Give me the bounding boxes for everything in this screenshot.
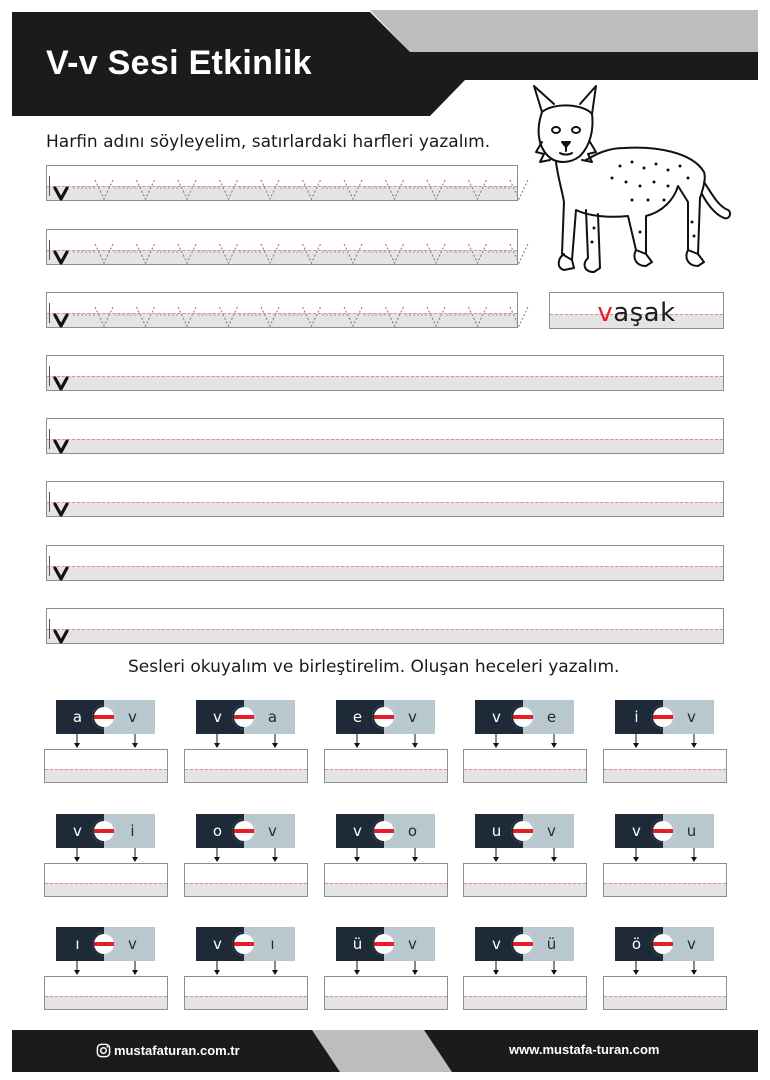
writing-row[interactable] [46, 355, 724, 391]
right-sound: v [547, 822, 556, 840]
syllable-answer-box[interactable] [603, 976, 727, 1010]
syllable-block [44, 700, 168, 795]
right-sound: o [407, 822, 418, 840]
trace-letter-v [137, 307, 155, 326]
left-sound: ı [75, 935, 80, 953]
syllable-block [463, 700, 587, 795]
syllable-answer-box[interactable] [44, 976, 168, 1010]
writing-row[interactable] [46, 418, 724, 454]
footer-website[interactable]: www.mustafa-turan.com [509, 1042, 660, 1057]
trace-letter-v [427, 307, 445, 326]
syllable-block [324, 814, 448, 909]
right-sound: v [687, 935, 696, 953]
trace-letter-v [427, 244, 445, 263]
trace-letter-v [427, 180, 445, 199]
writing-row-guides [47, 419, 725, 455]
picture-word-first-letter: v [597, 298, 614, 328]
syllable-answer-box[interactable] [184, 749, 308, 783]
start-letter-v [55, 188, 67, 199]
start-letter-v [55, 568, 67, 579]
left-sound: ö [631, 935, 642, 953]
trace-letter-v [261, 180, 279, 199]
writing-row-guides [47, 293, 519, 329]
writing-row[interactable] [46, 481, 724, 517]
arrow-down-icons [324, 848, 448, 863]
left-sound: o [212, 822, 223, 840]
syllable-block [184, 700, 308, 795]
trace-letter-v [137, 180, 155, 199]
writing-row-guides [47, 482, 725, 518]
right-sound: v [128, 708, 137, 726]
trace-letter-v [510, 307, 528, 326]
left-sound: v [353, 822, 362, 840]
right-sound: e [546, 708, 557, 726]
syllable-answer-box[interactable] [324, 863, 448, 897]
left-sound: v [492, 935, 501, 953]
trace-letter-v [303, 244, 321, 263]
writing-row-guides [47, 166, 519, 202]
trace-letter-v [386, 244, 404, 263]
syllable-answer-box[interactable] [463, 863, 587, 897]
syllable-block [44, 814, 168, 909]
writing-row[interactable] [46, 545, 724, 581]
trace-letter-v [344, 307, 362, 326]
syllable-block [603, 814, 727, 909]
picture-word-rest: aşak [613, 298, 676, 328]
right-sound: v [687, 708, 696, 726]
trace-letter-v [469, 244, 487, 263]
syllable-block [603, 700, 727, 795]
right-sound: ü [546, 935, 557, 953]
trace-letter-v [510, 244, 528, 263]
arrow-down-icons [44, 848, 168, 863]
syllable-instruction: Sesleri okuyalım ve birleştirelim. Oluşan heceleri yazalım. [128, 657, 620, 677]
writing-row[interactable] [46, 229, 518, 265]
syllable-block [463, 814, 587, 909]
right-sound: v [128, 935, 137, 953]
arrow-down-icons [184, 848, 308, 863]
picture-word-box [549, 292, 724, 329]
trace-letter-v [510, 180, 528, 199]
syllable-answer-box[interactable] [603, 863, 727, 897]
arrow-down-icons [463, 848, 587, 863]
arrow-down-icons [463, 961, 587, 976]
syllable-answer-box[interactable] [463, 976, 587, 1010]
picture-word [550, 298, 723, 328]
left-sound: v [213, 935, 222, 953]
lynx-illustration [528, 82, 733, 282]
writing-row[interactable] [46, 292, 518, 328]
arrow-down-icons [324, 961, 448, 976]
right-sound: ı [270, 935, 275, 953]
right-sound: i [130, 822, 135, 840]
left-sound: ü [352, 935, 363, 953]
start-letter-v [55, 315, 67, 326]
left-sound: e [352, 708, 363, 726]
right-sound: v [408, 935, 417, 953]
arrow-down-icons [44, 734, 168, 749]
trace-letter-v [178, 244, 196, 263]
trace-letter-v [386, 307, 404, 326]
arrow-down-icons [184, 961, 308, 976]
writing-row-guides [47, 609, 725, 645]
arrow-down-icons [603, 961, 727, 976]
arrow-down-icons [44, 961, 168, 976]
syllable-block [44, 927, 168, 1022]
syllable-answer-box[interactable] [44, 749, 168, 783]
syllable-block [603, 927, 727, 1022]
syllable-answer-box[interactable] [324, 976, 448, 1010]
arrow-down-icons [603, 848, 727, 863]
trace-letter-v [303, 307, 321, 326]
syllable-block [463, 927, 587, 1022]
writing-instruction: Harfin adını söyleyelim, satırlardaki harfleri yazalım. [46, 132, 491, 152]
syllable-block [184, 814, 308, 909]
trace-letter-v [137, 244, 155, 263]
trace-letter-v [344, 180, 362, 199]
trace-letter-v [220, 307, 238, 326]
start-letter-v [55, 378, 67, 389]
arrow-down-icons [324, 734, 448, 749]
syllable-block [324, 927, 448, 1022]
syllable-answer-box[interactable] [324, 749, 448, 783]
arrow-down-icons [463, 734, 587, 749]
syllable-answer-box[interactable] [184, 863, 308, 897]
syllable-answer-box[interactable] [463, 749, 587, 783]
writing-row-guides [47, 356, 725, 392]
writing-row[interactable] [46, 165, 518, 201]
footer-instagram[interactable] [96, 1040, 240, 1060]
syllable-answer-box[interactable] [44, 863, 168, 897]
trace-letter-v [220, 244, 238, 263]
writing-row[interactable] [46, 608, 724, 644]
left-sound: v [492, 708, 501, 726]
trace-letter-v [386, 180, 404, 199]
trace-letter-v [178, 180, 196, 199]
trace-letter-v [469, 307, 487, 326]
trace-letter-v [95, 307, 113, 326]
trace-letter-v [303, 180, 321, 199]
arrow-down-icons [184, 734, 308, 749]
arrow-down-icons [603, 734, 727, 749]
right-sound: a [267, 708, 278, 726]
syllable-answer-box[interactable] [603, 749, 727, 783]
trace-letter-v [261, 307, 279, 326]
start-letter-v [55, 504, 67, 515]
trace-letter-v [469, 180, 487, 199]
trace-letter-v [178, 307, 196, 326]
syllable-block [184, 927, 308, 1022]
left-sound: v [213, 708, 222, 726]
left-sound: v [73, 822, 82, 840]
start-letter-v [55, 252, 67, 263]
trace-letter-v [95, 244, 113, 263]
left-sound: a [72, 708, 83, 726]
instagram-icon [96, 1043, 111, 1058]
right-sound: v [408, 708, 417, 726]
syllable-block [324, 700, 448, 795]
writing-row-guides [47, 230, 519, 266]
right-sound: v [268, 822, 277, 840]
start-letter-v [55, 631, 67, 642]
writing-row-guides [47, 546, 725, 582]
left-sound: u [491, 822, 502, 840]
footer-left-text: mustafaturan.com.tr [114, 1042, 240, 1058]
left-sound: v [632, 822, 641, 840]
syllable-answer-box[interactable] [184, 976, 308, 1010]
trace-letter-v [220, 180, 238, 199]
trace-letter-v [344, 244, 362, 263]
start-letter-v [55, 441, 67, 452]
left-sound: i [634, 708, 639, 726]
page-title: V-v Sesi Etkinlik [46, 44, 312, 82]
trace-letter-v [261, 244, 279, 263]
trace-letter-v [95, 180, 113, 199]
right-sound: u [686, 822, 697, 840]
